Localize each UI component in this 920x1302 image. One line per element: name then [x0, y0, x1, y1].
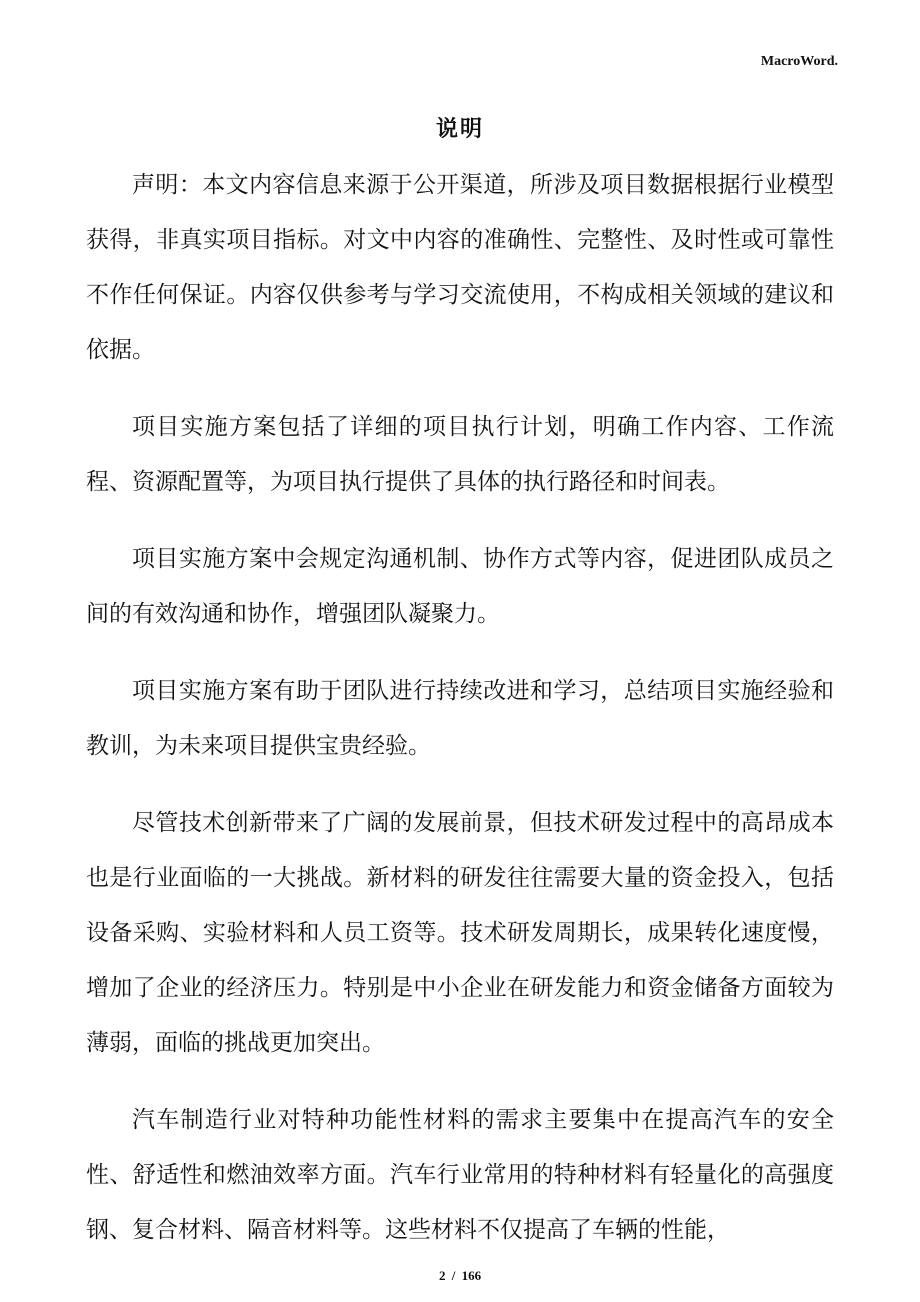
- page-separator: /: [451, 1268, 456, 1283]
- document-body: [86, 158, 834, 1280]
- paragraph: 项目实施方案中会规定沟通机制、协作方式等内容，促进团队成员之间的有效沟通和协作，增强团队凝聚力。: [86, 546, 834, 627]
- paragraph-disclaimer: 声明：本文内容信息来源于公开渠道，所涉及项目数据根据行业模型获得，非真实项目指标。对文中内容的准确性、完整性、及时性或可靠性不作任何保证。内容仅供参考与学习交流使用，不构成相关领域的建议和依据。: [86, 172, 834, 363]
- page-number: [0, 1268, 920, 1284]
- page-total: 166: [461, 1268, 482, 1283]
- paragraph: 尽管技术创新带来了广阔的发展前景，但技术研发过程中的高昂成本也是行业面临的一大挑战。新材料的研发往往需要大量的资金投入，包括设备采购、实验材料和人员工资等。技术研发周期长，成果转化速度慢，增加了企业的经济压力。特别是中小企业在研发能力和资金储备方面较为薄弱，面临的挑战更加突出。: [86, 810, 834, 1056]
- paragraph: 项目实施方案包括了详细的项目执行计划，明确工作内容、工作流程、资源配置等，为项目执行提供了具体的执行路径和时间表。: [86, 414, 834, 495]
- paragraph: 项目实施方案有助于团队进行持续改进和学习，总结项目实施经验和教训，为未来项目提供宝贵经验。: [86, 678, 834, 759]
- page-current: 2: [438, 1268, 446, 1283]
- header-brand: MacroWord.: [760, 54, 838, 69]
- document-title: 说明: [435, 116, 484, 142]
- paragraph: 汽车制造行业对特种功能性材料的需求主要集中在提高汽车的安全性、舒适性和燃油效率方面。汽车行业常用的特种材料有轻量化的高强度钢、复合材料、隔音材料等。这些材料不仅提高了车辆的性能，: [86, 1107, 834, 1243]
